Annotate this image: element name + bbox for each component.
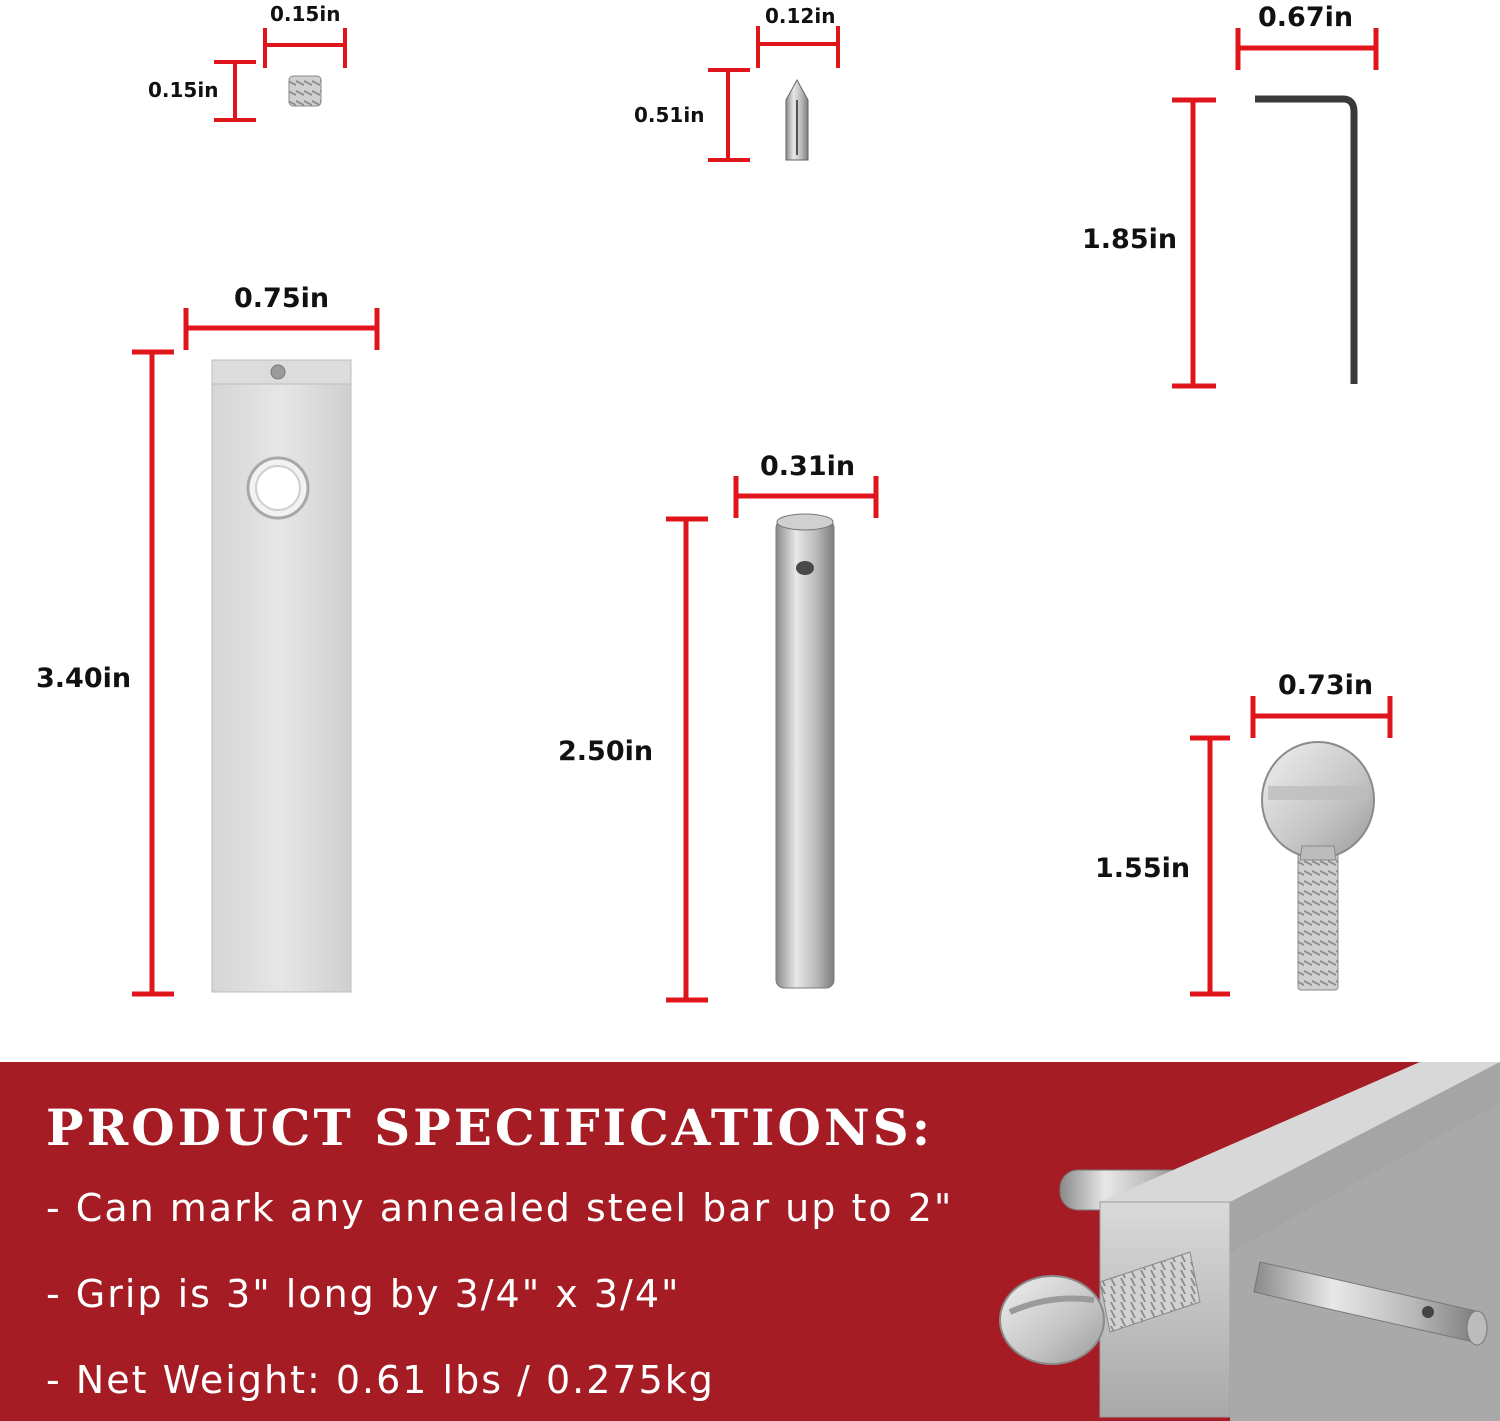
set-screw-icon <box>289 76 321 106</box>
thumb-screw-width-label: 0.73in <box>1278 670 1374 701</box>
thumb-screw-height-label: 1.55in <box>1095 853 1191 884</box>
spec-line-weight: - Net Weight: 0.61 lbs / 0.275kg <box>46 1358 715 1402</box>
rod-dimension-lines <box>666 476 876 1000</box>
specifications-panel <box>0 1062 1500 1421</box>
set-screw-width-label: 0.15in <box>270 2 341 26</box>
grip-height-label: 3.40in <box>36 663 132 694</box>
hex-key-width-label: 0.67in <box>1258 2 1354 33</box>
grip-width-label: 0.75in <box>234 283 330 314</box>
assembled-tool-photo <box>990 1062 1500 1421</box>
pin-dimension-lines <box>708 26 838 160</box>
rod-width-label: 0.31in <box>760 451 856 482</box>
specifications-title: PRODUCT SPECIFICATIONS: <box>46 1098 934 1157</box>
pin-width-label: 0.12in <box>765 4 836 28</box>
pin-icon <box>786 80 808 160</box>
hex-key-dimension-lines <box>1172 28 1376 386</box>
hex-key-icon <box>1255 99 1354 384</box>
spec-line-capacity: - Can mark any annealed steel bar up to 2" <box>46 1186 954 1230</box>
rod-height-label: 2.50in <box>558 736 654 767</box>
thumb-screw-icon <box>1262 742 1374 990</box>
grip-bar-icon <box>212 360 351 992</box>
spec-line-grip-size: - Grip is 3" long by 3/4" x 3/4" <box>46 1272 681 1316</box>
set-screw-height-label: 0.15in <box>148 78 219 102</box>
hex-key-height-label: 1.85in <box>1082 224 1178 255</box>
rod-icon <box>776 514 834 988</box>
pin-height-label: 0.51in <box>634 103 705 127</box>
set-screw-dimension-lines <box>214 28 345 120</box>
